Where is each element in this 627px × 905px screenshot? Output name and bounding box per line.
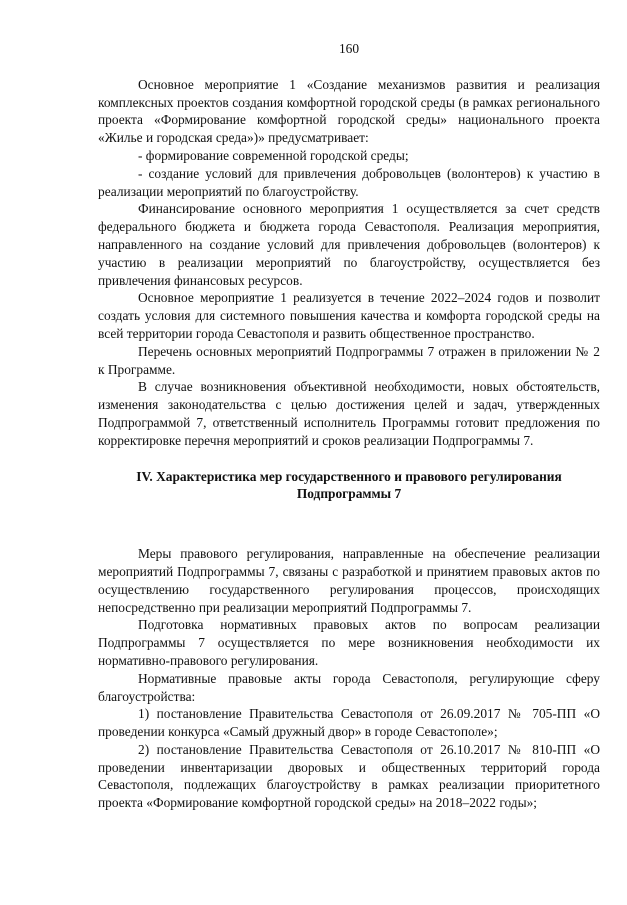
section-main-activity xyxy=(98,76,600,450)
paragraph: Нормативные правовые акты города Севастополя, регулирующие сферу благоустройства: xyxy=(98,670,600,704)
list-item: 1) постановление Правительства Севастополя от 26.09.2017 № 705-ПП «О проведении конкурса «Самый дружный двор» в городе Севастополе»; xyxy=(98,706,600,740)
paragraph: Перечень основных мероприятий Подпрограммы 7 отражен в приложении № 2 к Программе. xyxy=(98,343,600,377)
list-item: 2) постановление Правительства Севастополя от 26.10.2017 № 810-ПП «О проведении инвентаризации дворовых и общественных территорий города Севастополя, подлежащих благоустройству в рамках реализации приоритетного проекта «Формирование комфортной городской среды» на 2018–2022 годы»; xyxy=(98,741,600,811)
paragraph: Основное мероприятие 1 «Создание механизмов развития и реализация комплексных проектов создания комфортной городской среды (в рамках регионального проекта «Формирование комфортной городской среды» национального проекта «Жилье и городская среда»)» предусматривает: xyxy=(98,76,600,146)
page-number: 160 xyxy=(338,41,360,56)
paragraph: Меры правового регулирования, направленные на обеспечение реализации мероприятий Подпрограммы 7, связаны с разработкой и принятием правовых актов по осуществлению государственного регулирования процессов, происходящих непосредственно при реализации мероприятий Подпрограммы 7. xyxy=(98,546,600,615)
paragraph: В случае возникновения объективной необходимости, новых обстоятельств, изменения законодательства с целью достижения целей и задач, утвержденных Подпрограммой 7, ответственный исполнитель Программы готовит предложения по корректировке перечня мероприятий и сроков реализации Подпрограммы 7. xyxy=(98,379,600,448)
paragraph: Финансирование основного мероприятия 1 осуществляется за счет средств федерального бюджета и бюджета города Севастополя. Реализация мероприятия, направленного на создание условий для привлечения добровольцев (волонтеров) к участию в реализации мероприятий по благоустройству, осуществляется без привлечения финансовых ресурсов. xyxy=(98,201,600,288)
section-heading xyxy=(98,468,600,504)
list-item: - формирование современной городской среды; xyxy=(138,147,409,163)
paragraph: Основное мероприятие 1 реализуется в течение 2022–2024 годов и позволит создать условия для системного повышения качества и комфорта городской среды на всей территории города Севастополя и развить общественное пространство. xyxy=(98,290,600,341)
section-heading-line-1: IV. Характеристика мер государственного и правового регулирования xyxy=(136,468,562,484)
paragraph: Подготовка нормативных правовых актов по вопросам реализации Подпрограммы 7 осуществляется по мере возникновения необходимости их нормативно-правового регулирования. xyxy=(98,617,600,668)
list-item: - создание условий для привлечения добровольцев (волонтеров) к участию в реализации мероприятий по благоустройству. xyxy=(98,165,600,199)
section-legal-regulation xyxy=(98,545,600,812)
section-heading-line-2: Подпрограммы 7 xyxy=(296,486,402,502)
